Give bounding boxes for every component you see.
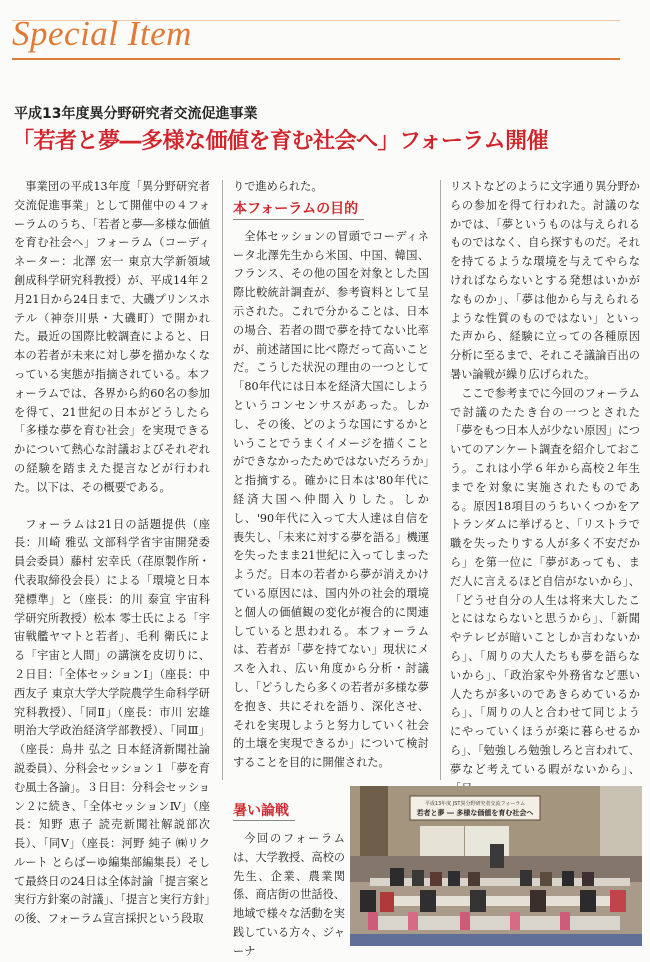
header-rule	[12, 58, 620, 60]
column-4	[233, 830, 345, 962]
article-subtitle: 平成13年度異分野研究者交流促進事業	[14, 106, 258, 122]
forum-photo	[350, 786, 642, 946]
banner-line-2: 若者と夢 ― 多様な価値を育む社会へ	[416, 809, 534, 817]
body-paragraph: 全体セッションの冒頭でコーディネータ北澤先生から米国、中国、韓国、フランス、その他の国を対象とした国際比較統計調査が、参考資料として呈示された。これで分かることは、日本の場合、若者の間で夢を持てない比率が、前述諸国に比べ際だって高いことだ。こうした状況の理由の一つとして「80年代には日本を経済大国にしようというコンセンサスがあった。しかし、その後、どのような国にするかということでうまくイメージを描くことができなかったためではないだろうか」と指摘する。確かに日本は'80年代に経済大国へ仲間入りした。しかし、'90年代に入って大人達は自信を喪失し、「未来に対する夢を語る」機運を失ったまま21世紀に入ってしまったようだ。日本の若者から夢が消えかけている原因には、国内外の社会的環境と個人の価値観の変化が複合的に関連していると思われる。本フォーラムは、若者が「夢を持てない」現状にメスを入れ、広い角度から分析・討議し、「どうしたら多くの若者が多様な夢を抱き、共にそれを語り、深化させ、それを実現しようと努力していく社会的土壌を実現できるか」について検討することを目的に開催された。	[233, 229, 429, 770]
column-2	[233, 178, 429, 773]
body-paragraph: フォーラムは21日の話題提供（座長：川崎 雅弘 文部科学省宇宙開発委員会委員）藤村 宏幸氏（荏原製作所・代表取締役会長）による「環境と日本発標準」と（座長：的川 泰宣 宇宙科学研究所教授）松本 零士氏による「宇宙戦艦ヤマトと若者」、毛利 衛氏による「宇宙と人間」の講演を皮切りに、２日目：「全体セッションⅠ」（座長：中西友子 東京大学大学院農学生命科学研究科教授）、「同Ⅱ」（座長：市川 宏雄 明治大学政治経済学部教授）、「同Ⅲ」（座長：鳥井 弘之 日本経済新聞社論説委員）、分科会セッション１「夢を育む風土各論」。３日目：分科会セッション２に続き、「全体セッションⅣ」（座長：知野 恵子 読売新聞社解説部次長）、「同Ⅴ」（座長：河野 純子 ㈱リクルート とらばーゆ編集部編集長）そして最終日の24日は全体討論「提言案と実行方針案の討議」、「提言と実行方針」の後、フォーラム宣言採択という段取	[14, 517, 210, 926]
banner-line-1: 平成13年度 JST異分野研究者交流フォーラム	[424, 801, 526, 807]
body-paragraph: 事業団の平成13年度「異分野研究者交流促進事業」として開催中の４フォーラムのうち、「若者と夢―多様な価値を育む社会へ」フォーラム（コーディネーター：北澤 宏一 東京大学新領域創成科学研究科教授）が、平成14年２月21日から24日まで、大磯プリンスホテル（神奈川県・大磯町）で開かれた。最近の国際比較調査によると、日本の若者が未来に対し夢を描かなくなっている実態が指摘されている。本フォーラムでは、各界から約60名の参加を得て、21世紀の日本がどうしたら「多様な夢を育む社会」を実現できるかについて熱心な討議およびそれぞれの経験を踏まえた提言などが行われた。以下は、その概要である。	[14, 180, 210, 494]
body-paragraph: リストなどのように文字通り異分野からの参加を得て行われた。討議のなかでは、「夢というものは与えられるものではなく、自ら探すものだ。それを持てるような環境を与えてやらなければならないとする発想はいかがなものか」、「夢は他から与えられるような性質のものではない」といった声から、経験に立っての各種原因分析に至るまで、それこそ議論百出の暑い論戦が繰り広げられた。	[450, 180, 640, 381]
section-heading-debate: 暑い論戦	[233, 800, 295, 821]
header	[0, 0, 650, 72]
body-paragraph: りで進められた。	[233, 180, 323, 193]
body-paragraph: 今回のフォーラムは、大学教授、高校の先生、企業、農業関係、商店街の世話役、地域で様々な活動を実践している方々、ジャーナ	[233, 832, 345, 958]
column-divider-1	[222, 180, 223, 780]
column-3	[450, 178, 640, 798]
column-divider-2	[440, 180, 441, 780]
forum-photo-illustration	[350, 786, 642, 946]
section-heading-purpose: 本フォーラムの目的	[233, 199, 364, 220]
column-1	[14, 178, 210, 929]
section-banner-title: Special Item	[12, 14, 192, 53]
article-title: 「若者と夢―多様な価値を育む社会へ」フォーラム開催	[12, 129, 549, 154]
body-paragraph: ここで参考までに今回のフォーラムで討議のたたき台の一つとされた「夢をもつ日本人が少ない原因」についてのアンケート調査を紹介しておこう。これは小学６年から高校２年生までを対象に実施されたものである。原因18項目のうちいくつかをアトランダムに挙げると、「リストラで職を失ったりする人が多く不安だから」を第一位に「夢があっても、まだ人に言えるほど自信がないから」、「どうせ自分の人生は将来大したことにはならないと思うから」、「新聞やテレビが暗いことしか言わないから」、「周りの大人たちも夢を語らないから」、「政治家や外務省など悪い人たちが多いのであきらめているから」、「周りの人と合わせて同じようにやっていくほうが楽に暮らせるから」、「勉強しろ勉強しろと言われて、夢など考えている暇がないから」、	[450, 386, 640, 776]
